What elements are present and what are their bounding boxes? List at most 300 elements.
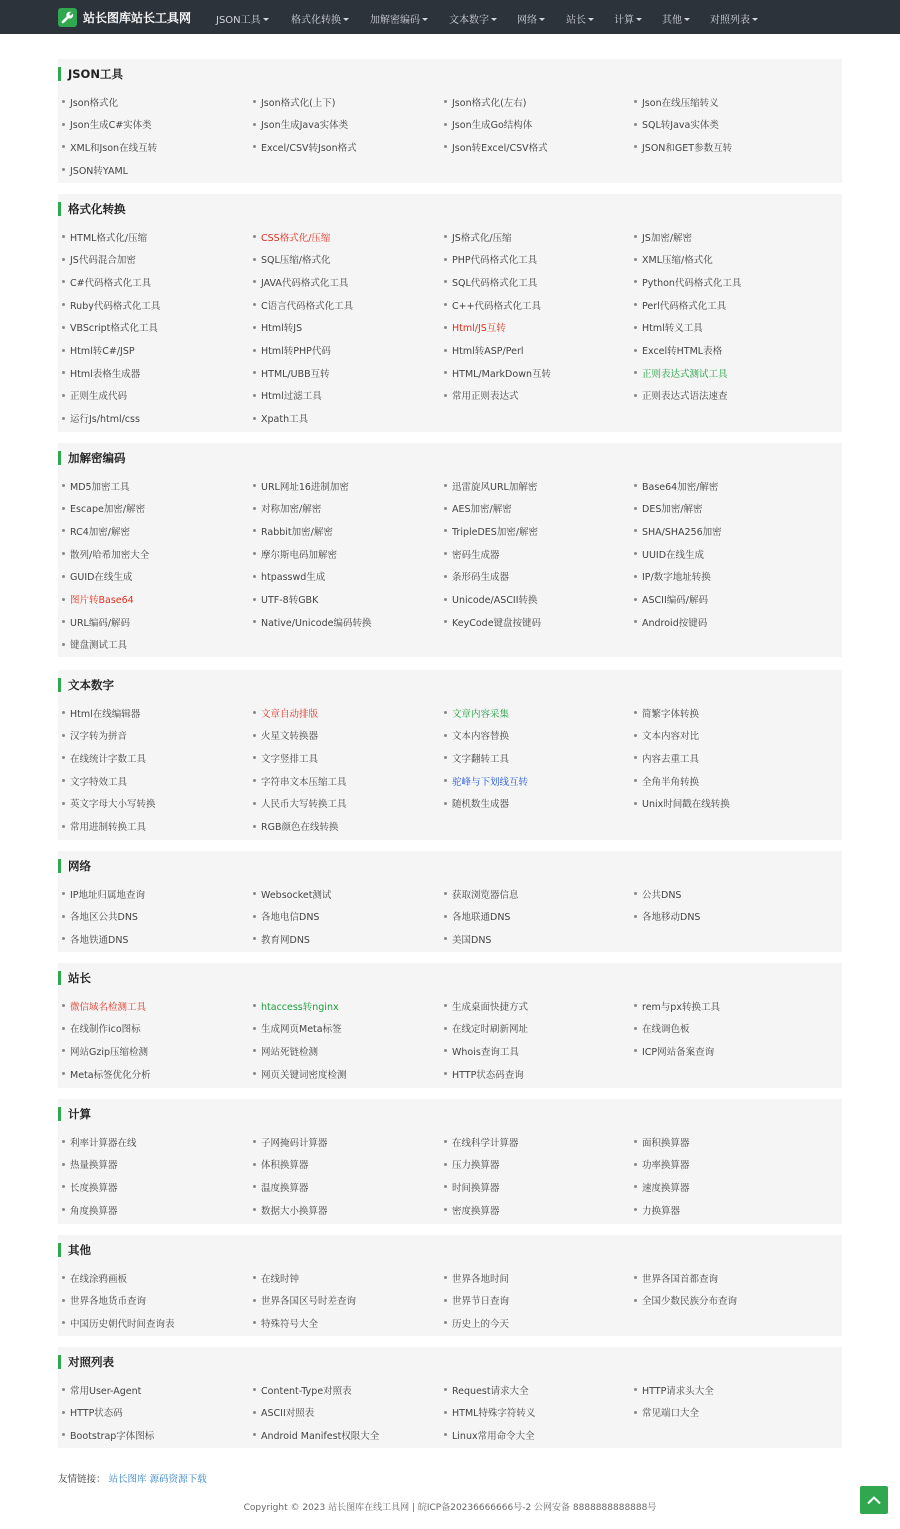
tool-link[interactable] (634, 95, 719, 108)
bullet-icon (253, 1163, 256, 1166)
bullet-icon (444, 394, 447, 397)
friend-links-label: 友情链接： (58, 1474, 106, 1485)
wrench-icon (58, 8, 77, 27)
bullet-icon (634, 326, 637, 329)
tool-link[interactable] (253, 1203, 328, 1216)
tool-link-label: 美国DNS (452, 934, 492, 946)
nav-item[interactable] (614, 11, 642, 26)
tool-link[interactable] (444, 524, 538, 537)
tool-link[interactable] (62, 253, 136, 266)
tool-link[interactable] (444, 1158, 500, 1171)
tool-link[interactable] (253, 1316, 318, 1329)
tool-link[interactable] (444, 797, 509, 810)
tool-link-label: 文章自动排版 (261, 708, 319, 720)
tool-link[interactable] (62, 593, 134, 606)
tool-link[interactable] (253, 774, 347, 787)
tool-link[interactable] (444, 230, 512, 243)
tool-link-label: Bootstrap字体图标 (70, 1430, 155, 1442)
copyright: Copyright © 2023 站长图库在线工具网 | 皖ICP备20236666666号-2 公网安备 8888888888888号 (243, 1503, 657, 1513)
bullet-icon (634, 123, 637, 126)
tool-link[interactable] (444, 118, 532, 131)
tool-link-label: Android按键码 (642, 617, 708, 629)
tool-link-label: C#代码格式化工具 (70, 277, 152, 289)
tool-link-label: 密度换算器 (452, 1205, 500, 1217)
bullet-icon (253, 394, 256, 397)
tool-link[interactable] (253, 1383, 352, 1396)
tool-link[interactable] (444, 1316, 509, 1329)
tool-link[interactable] (634, 547, 704, 560)
tool-link[interactable] (634, 1135, 690, 1148)
tool-link[interactable] (634, 321, 703, 334)
tool-link-label: rem与px转换工具 (642, 1001, 720, 1013)
nav-item[interactable] (291, 11, 349, 26)
tool-link[interactable] (62, 1294, 146, 1307)
tool-link[interactable] (634, 570, 711, 583)
tool-link[interactable] (253, 1044, 318, 1057)
tool-link-label: 获取浏览器信息 (452, 889, 519, 901)
tool-link-label: 生成网页Meta标签 (261, 1024, 342, 1036)
tool-link[interactable] (62, 366, 140, 379)
tool-link-label: Json生成Go结构体 (452, 120, 533, 132)
bullet-icon (253, 1299, 256, 1302)
tool-link[interactable] (444, 1044, 519, 1057)
bullet-icon (634, 598, 637, 601)
tool-link[interactable] (253, 1022, 342, 1035)
tool-link-label: URL网址16进制加密 (261, 481, 349, 493)
bullet-icon (444, 1299, 447, 1302)
tool-link[interactable] (62, 298, 160, 311)
tool-link[interactable] (62, 389, 127, 402)
tool-link-label: Excel/CSV转Json格式 (261, 142, 357, 154)
tool-link[interactable] (253, 615, 371, 628)
tool-link[interactable] (62, 479, 130, 492)
tool-link[interactable] (634, 615, 707, 628)
tool-link[interactable] (444, 1406, 535, 1419)
section-title: 对照列表 (68, 1355, 114, 1369)
tool-link[interactable] (634, 1022, 690, 1035)
bullet-icon (253, 349, 256, 352)
tool-link[interactable] (62, 999, 146, 1012)
tool-link-label: Unix时间戳在线转换 (642, 799, 730, 811)
tool-link-label: Xpath工具 (261, 414, 309, 426)
tool-link[interactable] (253, 1067, 347, 1080)
tool-link[interactable] (444, 910, 510, 923)
tool-link[interactable] (634, 140, 732, 153)
tool-link[interactable] (444, 95, 527, 108)
tool-link-label: 历史上的今天 (452, 1318, 510, 1330)
bullet-icon (253, 892, 256, 895)
tool-link[interactable] (634, 1158, 690, 1171)
tool-link[interactable] (62, 1316, 175, 1329)
tool-link[interactable] (444, 1180, 500, 1193)
tool-link-label: IP地址归属地查询 (70, 889, 146, 901)
tool-link[interactable] (253, 547, 337, 560)
tool-link[interactable] (634, 706, 699, 719)
tool-link[interactable] (62, 118, 152, 131)
section-accent-bar (58, 202, 61, 216)
tool-link-label: URL编码/解码 (70, 617, 131, 629)
tool-link[interactable] (253, 706, 318, 719)
section-title: 网络 (68, 859, 91, 873)
tool-link-label: 子网掩码计算器 (261, 1137, 328, 1149)
tool-link[interactable] (62, 887, 145, 900)
bullet-icon (634, 303, 637, 306)
tool-link[interactable] (253, 887, 331, 900)
tool-link[interactable] (62, 729, 127, 742)
tool-link[interactable] (634, 1203, 680, 1216)
tool-link[interactable] (62, 1406, 123, 1419)
bullet-icon (253, 258, 256, 261)
tool-link[interactable] (444, 570, 509, 583)
tool-link-label: MD5加密工具 (70, 481, 130, 493)
tool-link[interactable] (634, 910, 700, 923)
tool-link[interactable] (253, 593, 318, 606)
bullet-icon (634, 552, 637, 555)
tool-link[interactable] (444, 1428, 535, 1441)
tool-link[interactable] (444, 615, 541, 628)
tool-link[interactable] (253, 118, 348, 131)
tool-link[interactable] (634, 524, 722, 537)
bullet-icon (634, 1388, 637, 1391)
tool-link-label: JS加密/解密 (642, 232, 693, 244)
tool-link[interactable] (634, 502, 703, 515)
bullet-icon (62, 1299, 65, 1302)
tool-link[interactable] (634, 275, 741, 288)
tool-link[interactable] (253, 230, 330, 243)
tool-link[interactable] (444, 502, 512, 515)
caret-down-icon (422, 18, 428, 21)
bullet-icon (62, 417, 65, 420)
tool-link[interactable] (634, 1180, 690, 1193)
tool-link[interactable] (253, 344, 331, 357)
tool-link[interactable] (62, 1067, 151, 1080)
bullet-icon (62, 620, 65, 623)
tool-link[interactable] (62, 547, 149, 560)
tool-link[interactable] (62, 1383, 141, 1396)
tool-link-label: JSON转YAML (70, 165, 128, 177)
tool-link[interactable] (444, 344, 524, 357)
tool-link[interactable] (634, 1294, 737, 1307)
tool-link-label: XML和Json在线互转 (70, 142, 158, 154)
tool-link[interactable] (444, 140, 548, 153)
tool-link[interactable] (62, 1271, 127, 1284)
tool-link[interactable] (62, 820, 146, 833)
tool-link[interactable] (253, 999, 339, 1012)
nav-item-label: 计算 (614, 15, 634, 26)
back-to-top-button[interactable] (860, 1486, 888, 1514)
bullet-icon (444, 734, 447, 737)
tool-link[interactable] (444, 751, 509, 764)
tool-link[interactable] (444, 1135, 519, 1148)
bullet-icon (253, 1185, 256, 1188)
tool-link[interactable] (634, 797, 730, 810)
tool-link-label: XML压缩/格式化 (642, 255, 713, 267)
tool-link[interactable] (634, 118, 719, 131)
tool-link[interactable] (444, 1203, 500, 1216)
tool-link[interactable] (253, 275, 348, 288)
bullet-icon (253, 280, 256, 283)
tool-link-label: 长度换算器 (70, 1182, 118, 1194)
tool-link[interactable] (634, 729, 699, 742)
tool-link[interactable] (62, 751, 146, 764)
tool-link[interactable] (444, 1271, 509, 1284)
tool-link-label: Websocket测试 (261, 889, 332, 901)
bullet-icon (444, 1049, 447, 1052)
tool-link[interactable] (253, 932, 310, 945)
tool-link[interactable] (634, 593, 708, 606)
tool-link[interactable] (444, 887, 519, 900)
tool-link[interactable] (62, 1158, 118, 1171)
tool-link-label: 各地铁通DNS (70, 934, 129, 946)
bullet-icon (253, 417, 256, 420)
tool-link-label: 世界各国区号时差查询 (261, 1296, 357, 1308)
tool-link-label: SQL代码格式化工具 (452, 277, 538, 289)
tool-link[interactable] (253, 253, 331, 266)
tool-link-label: 密码生成器 (452, 549, 500, 561)
tool-link[interactable] (444, 547, 500, 560)
tool-link[interactable] (444, 1383, 529, 1396)
tool-link[interactable] (62, 275, 151, 288)
tool-link[interactable] (444, 729, 509, 742)
tool-link[interactable] (444, 999, 528, 1012)
tool-link[interactable] (253, 479, 349, 492)
tool-link-label: Linux常用命令大全 (452, 1430, 535, 1442)
tool-link[interactable] (62, 1428, 154, 1441)
tool-link-label: 教育网DNS (261, 934, 310, 946)
bullet-icon (634, 734, 637, 737)
tool-link[interactable] (253, 729, 318, 742)
tool-link[interactable] (253, 298, 353, 311)
nav-item[interactable] (710, 11, 758, 26)
bullet-icon (634, 892, 637, 895)
tool-link[interactable] (253, 412, 308, 425)
tool-link[interactable] (62, 570, 132, 583)
tool-link[interactable] (634, 1383, 714, 1396)
tool-link[interactable] (634, 751, 699, 764)
tool-link[interactable] (444, 321, 506, 334)
tool-link[interactable] (62, 638, 127, 651)
tool-link[interactable] (62, 163, 128, 176)
nav-item[interactable] (216, 11, 269, 26)
section-title: 计算 (68, 1107, 91, 1121)
tool-link-label: 利率计算器在线 (70, 1137, 137, 1149)
bullet-icon (634, 575, 637, 578)
bullet-icon (634, 507, 637, 510)
nav-item[interactable] (449, 11, 497, 26)
tool-section (58, 1099, 842, 1224)
tool-link-label: 常见端口大全 (642, 1408, 700, 1420)
tool-link-label: 数据大小换算器 (261, 1205, 328, 1217)
tool-link[interactable] (62, 910, 138, 923)
tool-link[interactable] (62, 1135, 137, 1148)
tool-link[interactable] (62, 412, 140, 425)
tool-link-label: 速度换算器 (642, 1182, 690, 1194)
tool-link-label: Request请求大全 (452, 1385, 529, 1397)
bullet-icon (62, 1321, 65, 1324)
friend-link[interactable]: 源码资源下载 (149, 1474, 207, 1485)
tool-link-label: 文字翻转工具 (452, 753, 510, 765)
tool-link[interactable] (62, 706, 140, 719)
tool-link-label: AES加密/解密 (452, 504, 512, 516)
tool-link[interactable] (634, 389, 728, 402)
bullet-icon (444, 575, 447, 578)
bullet-icon (444, 529, 447, 532)
tool-link[interactable] (62, 774, 127, 787)
bullet-icon (253, 1140, 256, 1143)
bullet-icon (444, 937, 447, 940)
bullet-icon (62, 1049, 65, 1052)
tool-link[interactable] (62, 1022, 141, 1035)
tool-link[interactable] (253, 321, 302, 334)
tool-link[interactable] (253, 95, 336, 108)
tool-link[interactable] (634, 1406, 699, 1419)
nav-item[interactable] (517, 11, 545, 26)
tool-link[interactable] (444, 389, 519, 402)
tool-link[interactable] (444, 275, 537, 288)
tool-link[interactable] (253, 1180, 309, 1193)
bullet-icon (444, 1208, 447, 1211)
tool-link[interactable] (444, 774, 528, 787)
caret-down-icon (263, 18, 269, 21)
section-accent-bar (58, 67, 61, 81)
friend-link[interactable]: 站长图库 (108, 1474, 147, 1485)
tool-link[interactable] (253, 389, 322, 402)
tool-link[interactable] (444, 1294, 509, 1307)
bullet-icon (62, 349, 65, 352)
tool-link[interactable] (634, 253, 713, 266)
tool-link[interactable] (62, 1044, 148, 1057)
section-accent-bar (58, 1243, 61, 1257)
bullet-icon (634, 779, 637, 782)
tool-link-label: 条形码生成器 (452, 572, 510, 584)
tool-link[interactable] (62, 140, 157, 153)
bullet-icon (253, 1388, 256, 1391)
tool-link-label: 网站死链检测 (261, 1046, 319, 1058)
tool-link[interactable] (62, 502, 145, 515)
bullet-icon (634, 620, 637, 623)
tool-link-label: 在线科学计算器 (452, 1137, 519, 1149)
tool-link-label: htaccess转nginx (261, 1001, 339, 1013)
tool-link-label: Excel转HTML表格 (642, 346, 723, 357)
tool-link[interactable] (253, 1158, 309, 1171)
bullet-icon (444, 235, 447, 238)
tool-link[interactable] (444, 298, 541, 311)
tool-link-label: JAVA代码格式化工具 (261, 277, 349, 289)
tool-link[interactable] (62, 1203, 118, 1216)
tool-link[interactable] (62, 321, 158, 334)
tool-link[interactable] (634, 887, 681, 900)
tool-link[interactable] (444, 593, 538, 606)
nav-item[interactable] (370, 11, 428, 26)
tool-link-label: 简繁字体转换 (642, 708, 700, 720)
tool-link-label: Base64加密/解密 (642, 481, 719, 493)
tool-link[interactable] (253, 570, 325, 583)
tool-link[interactable] (253, 524, 333, 537)
tool-link[interactable] (634, 999, 720, 1012)
brand[interactable] (58, 7, 191, 27)
tool-link[interactable] (444, 253, 537, 266)
tool-link[interactable] (253, 1271, 299, 1284)
tool-link[interactable] (634, 1044, 714, 1057)
bullet-icon (62, 598, 65, 601)
tool-link-label: HTML特殊字符转义 (452, 1408, 536, 1420)
tool-section (58, 59, 842, 183)
tool-link[interactable] (253, 910, 319, 923)
tool-link[interactable] (62, 524, 130, 537)
tool-link[interactable] (444, 479, 537, 492)
tool-link[interactable] (444, 1067, 524, 1080)
tool-link[interactable] (444, 706, 509, 719)
tool-link-label: JS格式化/压缩 (452, 232, 512, 244)
bullet-icon (62, 552, 65, 555)
tool-section (58, 443, 842, 657)
bullet-icon (253, 552, 256, 555)
tool-link[interactable] (253, 140, 357, 153)
tool-link-label: 常用User-Agent (70, 1385, 142, 1397)
tool-link-label: Html/JS互转 (452, 323, 506, 335)
tool-link[interactable] (444, 366, 551, 379)
tool-link[interactable] (634, 774, 699, 787)
tool-link[interactable] (634, 1271, 718, 1284)
nav-item[interactable] (662, 11, 690, 26)
tool-link-label: Python代码格式化工具 (642, 277, 742, 289)
caret-down-icon (539, 18, 545, 21)
tool-link[interactable] (634, 298, 726, 311)
tool-link[interactable] (253, 1135, 328, 1148)
tool-link-label: Html转PHP代码 (261, 346, 331, 357)
tool-link[interactable] (62, 230, 147, 243)
tool-section (58, 670, 842, 840)
tool-link[interactable] (253, 797, 347, 810)
tool-link[interactable] (253, 366, 330, 379)
tool-link[interactable] (253, 502, 321, 515)
bullet-icon (444, 598, 447, 601)
tool-link[interactable] (253, 751, 318, 764)
bullet-icon (634, 1140, 637, 1143)
tool-link[interactable] (62, 344, 135, 357)
tool-link[interactable] (634, 230, 692, 243)
tool-link[interactable] (253, 1428, 379, 1441)
tool-link[interactable] (634, 366, 728, 379)
bullet-icon (62, 575, 65, 578)
tool-link[interactable] (444, 1022, 528, 1035)
tool-link[interactable] (62, 797, 156, 810)
tool-link[interactable] (253, 820, 338, 833)
bullet-icon (634, 1299, 637, 1302)
tool-link-label: 人民币大写转换工具 (261, 799, 347, 811)
tool-link-label: ICP网站备案查询 (642, 1046, 715, 1058)
tool-link[interactable] (62, 1180, 118, 1193)
bullet-icon (253, 734, 256, 737)
tool-link[interactable] (634, 344, 722, 357)
bullet-icon (253, 529, 256, 532)
nav-item[interactable] (566, 11, 594, 26)
tool-link[interactable] (62, 615, 130, 628)
bullet-icon (62, 825, 65, 828)
tool-link-label: Unicode/ASCII转换 (452, 595, 538, 606)
tool-link[interactable] (62, 932, 128, 945)
tool-link[interactable] (62, 95, 118, 108)
bullet-icon (62, 394, 65, 397)
tool-link[interactable] (444, 932, 491, 945)
tool-link-label: JSON和GET参数互转 (642, 142, 733, 154)
tool-link[interactable] (253, 1294, 356, 1307)
tool-link[interactable] (634, 479, 718, 492)
tool-link[interactable] (253, 1406, 314, 1419)
bullet-icon (62, 892, 65, 895)
tool-link-label: 压力换算器 (452, 1160, 500, 1172)
tool-link-label: KeyCode键盘按键码 (452, 617, 542, 629)
